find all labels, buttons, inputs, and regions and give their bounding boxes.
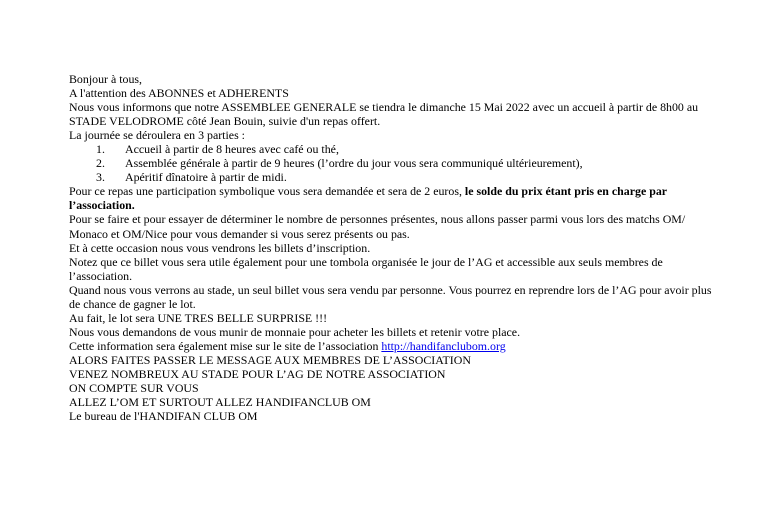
signature: Le bureau de l'HANDIFAN CLUB OM (69, 409, 258, 424)
tombola-paragraph: Notez que ce billet vous sera utile également pour une tombola organisée le jour de l’AG et accessible aux seuls membres de l’association. (69, 254, 663, 283)
list-item-text: Assemblée générale à partir de 9 heures (l’ordre du jour vous sera communiqué ultérieurement), (125, 156, 583, 171)
list-item-number: 3. (96, 170, 105, 185)
meal-text: Pour ce repas une participation symbolique vous sera demandée et sera de 2 euros, (69, 184, 465, 199)
list-item (69, 170, 719, 184)
list-item-text: Apéritif dînatoire à partir de midi. (125, 170, 287, 185)
list-item (69, 156, 719, 170)
intro-paragraph: Nous vous informons que notre ASSEMBLEE GENERALE se tiendra le dimanche 15 Mai 2022 avec un accueil à partir de 8h00 au STADE VELODROME côté Jean Bouin, suivie d'un repas offert. (69, 100, 699, 129)
tickets-line: Et à cette occasion nous vous vendrons les billets d’inscription. (69, 240, 371, 255)
caps-line-2: VENEZ NOMBREUX AU STADE POUR L’AG DE NOTRE ASSOCIATION (69, 366, 446, 381)
list-item-text: Accueil à partir de 8 heures avec café ou thé, (125, 142, 339, 157)
meal-bold-text: le solde du prix étant pris en charge par l’association. (69, 184, 667, 213)
stadium-paragraph: Quand nous vous verrons au stade, un seul billet vous sera vendu par personne. Vous pourrez en reprendre lors de l’AG pour avoir plus de chance de gagner le lot. (69, 282, 712, 311)
meal-paragraph (69, 184, 719, 212)
caps-line-4: ALLEZ L’OM ET SURTOUT ALLEZ HANDIFANCLUB OM (69, 395, 371, 410)
caps-line-3: ON COMPTE SUR VOUS (69, 381, 199, 396)
list-item (69, 142, 719, 156)
list-item-number: 2. (96, 156, 105, 171)
parts-intro: La journée se déroulera en 3 parties : (69, 128, 245, 143)
money-line: Nous vous demandons de vous munir de monnaie pour acheter les billets et retenir votre place. (69, 324, 521, 339)
surprise-line: Au fait, le lot sera UNE TRES BELLE SURPRISE !!! (69, 310, 328, 325)
greeting: Bonjour à tous, (69, 72, 142, 86)
website-paragraph (69, 339, 719, 353)
list-item-number: 1. (96, 142, 105, 157)
attention-line: A l'attention des ABONNES et ADHERENTS (69, 86, 289, 101)
caps-line-1: ALORS FAITES PASSER LE MESSAGE AUX MEMBRES DE L’ASSOCIATION (69, 352, 471, 367)
website-link[interactable]: http://handifanclubom.org (381, 338, 506, 353)
parts-list (69, 142, 719, 184)
letter-document (69, 72, 719, 423)
count-paragraph: Pour se faire et pour essayer de déterminer le nombre de personnes présentes, nous allons passer parmi vous lors des matchs OM/ Monaco et OM/Nice pour vous demander si vous serez présents ou pas. (69, 212, 686, 241)
website-text: Cette information sera également mise sur le site de l’association (69, 338, 382, 353)
